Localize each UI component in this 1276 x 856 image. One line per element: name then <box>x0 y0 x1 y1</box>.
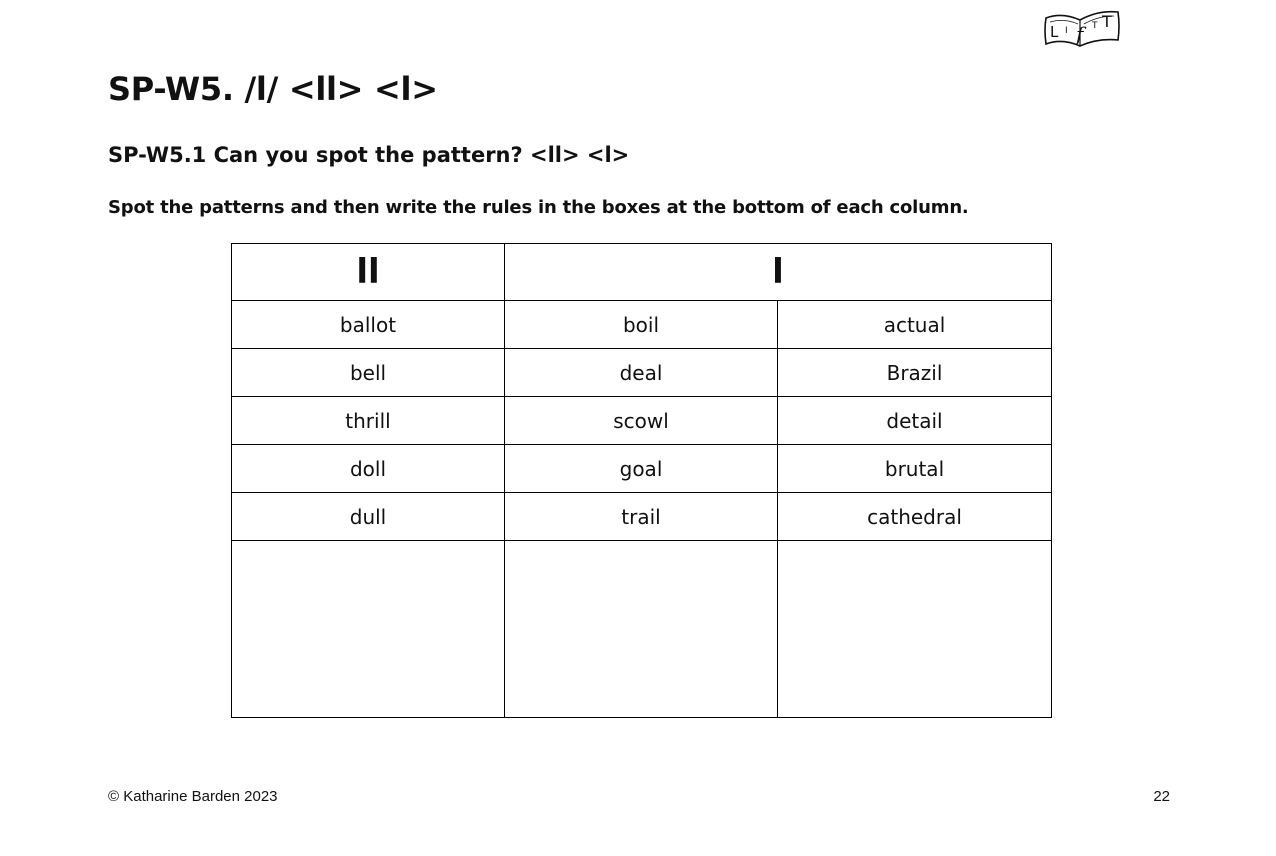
word-cell: thrill <box>232 397 505 445</box>
word-pattern-table <box>231 243 1052 718</box>
word-cell: brutal <box>778 445 1052 493</box>
word-cell: ballot <box>232 301 505 349</box>
table-row <box>232 445 1052 493</box>
table-row <box>232 397 1052 445</box>
word-cell: dull <box>232 493 505 541</box>
word-cell: doll <box>232 445 505 493</box>
lift-logo <box>1040 6 1124 52</box>
word-cell: boil <box>505 301 778 349</box>
word-cell: scowl <box>505 397 778 445</box>
word-cell: goal <box>505 445 778 493</box>
table-header-row <box>232 244 1052 301</box>
word-cell: bell <box>232 349 505 397</box>
table-row <box>232 349 1052 397</box>
page-title: SP-W5. /l/ <ll> <l> <box>108 70 438 108</box>
rule-box-ll[interactable] <box>232 541 505 718</box>
word-cell: actual <box>778 301 1052 349</box>
word-cell: deal <box>505 349 778 397</box>
rule-box-l-2[interactable] <box>778 541 1052 718</box>
header-l: l <box>505 244 1052 301</box>
section-title: SP-W5.1 Can you spot the pattern? <ll> <l> <box>108 143 630 167</box>
word-cell: Brazil <box>778 349 1052 397</box>
table-row <box>232 493 1052 541</box>
word-cell: cathedral <box>778 493 1052 541</box>
svg-text:L: L <box>1050 23 1059 41</box>
copyright-text: © Katharine Barden 2023 <box>108 788 278 805</box>
rule-boxes-row <box>232 541 1052 718</box>
word-cell: trail <box>505 493 778 541</box>
svg-text:T: T <box>1102 12 1112 31</box>
svg-text:f: f <box>1076 22 1084 46</box>
word-cell: detail <box>778 397 1052 445</box>
rule-box-l-1[interactable] <box>505 541 778 718</box>
svg-text:T: T <box>1092 21 1098 31</box>
page-number: 22 <box>1153 788 1170 805</box>
header-ll: ll <box>232 244 505 301</box>
table-row <box>232 301 1052 349</box>
instruction-text: Spot the patterns and then write the rules in the boxes at the bottom of each column. <box>108 197 969 218</box>
svg-text:I: I <box>1065 26 1068 36</box>
